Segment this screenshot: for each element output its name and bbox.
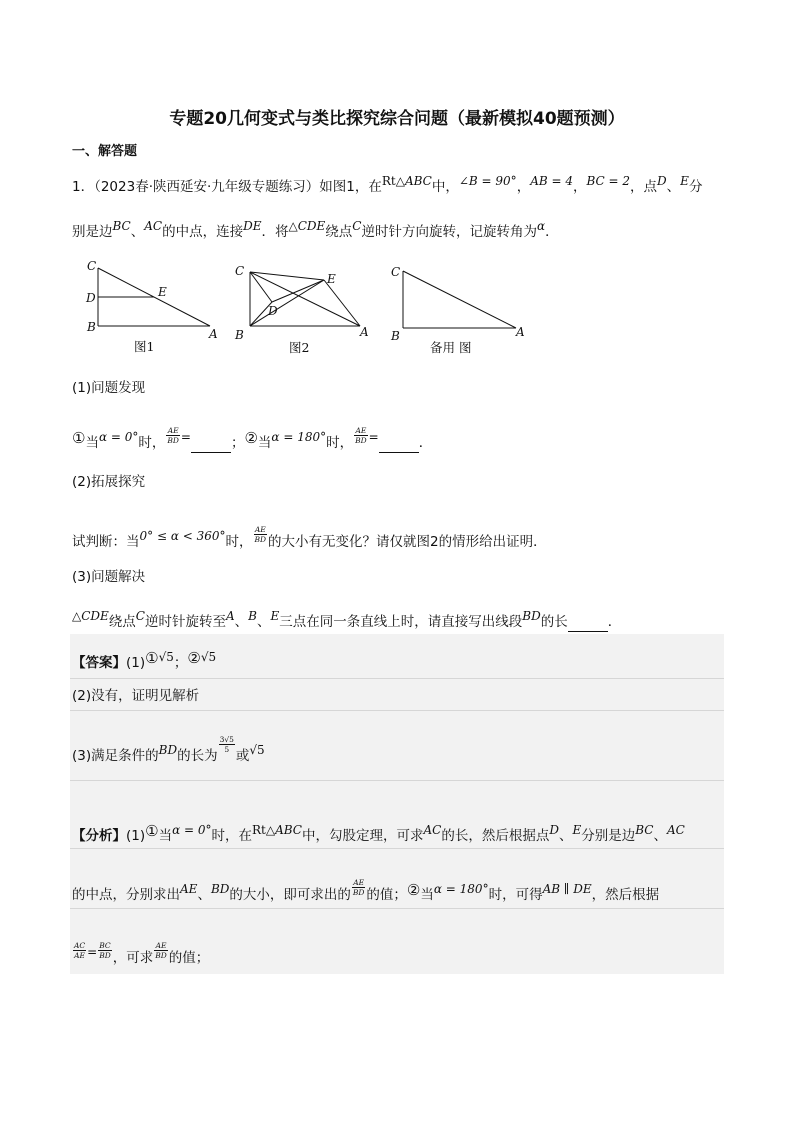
answer-blank-3[interactable] [568, 617, 608, 632]
text: 的值； [366, 887, 407, 903]
point-e: E [680, 174, 689, 188]
text: 当 [85, 435, 99, 451]
sep: ； [173, 655, 188, 671]
equals: = [368, 430, 379, 444]
figure-1 [98, 268, 210, 326]
circle-1: ① [145, 822, 159, 840]
divider [70, 678, 724, 679]
rt-label: Rt [252, 823, 266, 837]
text: ，然后根据 [591, 887, 660, 903]
alpha-zero: α = 0° [172, 823, 212, 837]
text: 的长，然后根据点 [441, 828, 550, 844]
answer-blank-2[interactable] [379, 438, 419, 453]
point-c: C [135, 609, 145, 623]
fig1-label-b: B [87, 320, 96, 334]
text: 时，可得 [488, 887, 543, 903]
text: 当 [420, 887, 434, 903]
divider [70, 908, 724, 909]
text: 时， [138, 435, 166, 451]
alpha-180: α = 180° [271, 430, 327, 444]
period: ． [607, 614, 622, 630]
numerator: AE [355, 425, 367, 435]
text: 的大小，即可求出的 [229, 887, 351, 903]
fig1-label-c: C [87, 259, 97, 273]
answer-line-1 [72, 649, 217, 673]
divider [70, 780, 724, 781]
answer-line-3 [72, 734, 265, 766]
numerator: AE [167, 425, 179, 435]
part1-heading: (1)问题发现 [72, 380, 146, 396]
fig1-label-d: D [86, 291, 96, 305]
problem-intro: 1．（2023春·陕西延安·九年级专题练习）如图1，在 [72, 179, 382, 195]
comma: ， [573, 179, 587, 195]
triangle-abc: △ABC [395, 174, 432, 188]
side-bc: BC [112, 219, 131, 233]
fig1-label-a: A [209, 327, 218, 341]
point-e: E [572, 823, 582, 837]
segment-bd: BD [158, 743, 178, 757]
section-heading: 一、解答题 [72, 144, 138, 159]
analysis-label: 【分析】 [72, 828, 126, 844]
answer-blank-1[interactable] [191, 438, 231, 453]
period: ． [545, 224, 559, 240]
numerator: AC [74, 940, 86, 950]
text: 时， [225, 534, 253, 550]
part1-line [72, 425, 433, 453]
text-dian: ，点 [630, 179, 658, 195]
alpha-180: α = 180° [433, 882, 489, 896]
denominator: BD [352, 887, 365, 897]
alpha: α [536, 219, 546, 233]
text: 时，在 [211, 828, 252, 844]
triangle-abc: △ABC [265, 823, 302, 837]
denominator: BD [155, 950, 167, 960]
circle-1: ① [145, 649, 159, 667]
fig2-segment-ce [250, 272, 324, 280]
denominator: BD [355, 435, 367, 445]
fig2-label-c: C [235, 264, 245, 278]
fig2-segment-ea [324, 280, 360, 326]
text: 别是边 [72, 224, 113, 240]
point-b: B [248, 609, 257, 623]
dun: 、 [130, 224, 145, 240]
text: 分别是边 [581, 828, 636, 844]
fig2-side-ca [250, 272, 360, 326]
text: (1) [126, 828, 146, 844]
dun: 、 [558, 828, 573, 844]
text: (3)满足条件的 [72, 748, 159, 764]
numerator: AE [254, 524, 266, 534]
dun: 、 [256, 614, 271, 630]
segment-bd: BD [522, 609, 541, 623]
numerator: AE [353, 877, 365, 887]
denominator: BD [254, 534, 267, 544]
text: 的长 [540, 614, 568, 630]
text: 当 [257, 435, 272, 451]
answer-label: 【答案】 [72, 655, 126, 671]
fig3-label-b: B [391, 329, 400, 343]
fig3-side-ca [403, 271, 516, 328]
text: 绕点 [325, 224, 353, 240]
fig2-label-e: E [327, 272, 336, 286]
fraction-ae-bd [254, 525, 268, 544]
fig3-label-c: C [391, 265, 401, 279]
fig3-label-a: A [516, 325, 525, 339]
numerator: 3√5 [219, 734, 234, 744]
fig2-segment-cd [250, 272, 272, 302]
side-bc: BC [635, 823, 654, 837]
dun: 、 [234, 614, 249, 630]
alpha-range: 0° ≤ α < 360° [139, 529, 226, 543]
text: 或 [235, 748, 250, 764]
period: ． [418, 435, 433, 451]
equals: = [180, 430, 191, 444]
part3-line [72, 609, 622, 632]
text: 的中点，连接 [162, 224, 244, 240]
angle-b: ∠B = 90° [458, 174, 517, 188]
text: 时， [326, 435, 354, 451]
fraction-ae-bd [154, 941, 168, 960]
equals: = [87, 945, 98, 959]
point-e: E [270, 609, 280, 623]
side-ac: AC [144, 219, 163, 233]
fig3-caption: 备用 图 [430, 340, 472, 355]
fig1-caption: 图1 [134, 339, 155, 354]
fig2-label-b: B [235, 328, 244, 342]
circle-2: ② [244, 429, 258, 447]
text: 中，勾股定理，可求 [301, 828, 424, 844]
figure-2 [250, 272, 360, 326]
point-d: D [549, 823, 559, 837]
text: 的值； [168, 950, 210, 966]
fig2-label-d: D [268, 304, 278, 318]
text-zhong: 中， [431, 179, 459, 195]
numerator: AE [155, 940, 167, 950]
numerator: BC [99, 940, 111, 950]
text: ，可求 [112, 950, 154, 966]
dun: 、 [666, 179, 681, 195]
point-a: A [225, 609, 235, 623]
circle-1: ① [72, 429, 86, 447]
side-ac: AC [666, 823, 685, 837]
analysis-line-2 [72, 877, 660, 905]
text: 当 [158, 828, 173, 844]
point-d: D [657, 174, 667, 188]
answer-value-2: √5 [200, 650, 217, 664]
fraction-ae-bd [354, 426, 368, 445]
fraction-bc-bd [98, 941, 112, 960]
fraction-ae-bd [352, 878, 366, 897]
comma: ， [516, 179, 531, 195]
problem-line-1 [72, 174, 703, 197]
answer-line-2: (2)没有，证明见解析 [72, 688, 200, 704]
text: 的大小有无变化？请仅就图2的情形给出证明． [268, 534, 547, 550]
text: 逆时针旋转至 [144, 614, 226, 630]
part2-heading: (2)拓展探究 [72, 474, 146, 490]
text: 的中点，分别求出 [72, 887, 180, 903]
figure-3 [403, 271, 516, 328]
side-ac: AC [423, 823, 442, 837]
triangle-cde: △CDE [288, 219, 326, 233]
fraction-ac-ae [73, 941, 86, 960]
fig2-caption: 图2 [289, 340, 310, 355]
circle-2: ② [187, 649, 201, 667]
fraction-3root5-over-5 [219, 735, 235, 754]
text: ．将 [261, 224, 289, 240]
figures [70, 252, 550, 364]
document-title: 专题20几何变式与类比探究综合问题（最新模拟40题预测） [169, 109, 625, 129]
segment-ae: AE [180, 882, 198, 896]
sep: ； [230, 435, 245, 451]
denominator: BD [99, 950, 111, 960]
problem-line-2 [72, 219, 559, 242]
text: 的长为 [177, 748, 218, 764]
fig2-label-a: A [360, 325, 369, 339]
analysis-line-3 [72, 940, 210, 968]
fig1-label-e: E [158, 285, 167, 299]
segment-de: DE [243, 219, 262, 233]
answer-value-3: √5 [249, 743, 265, 757]
divider [70, 848, 724, 849]
part3-heading: (3)问题解决 [72, 569, 146, 585]
alpha-zero: α = 0° [98, 430, 139, 444]
bc-length: BC = 2 [586, 174, 631, 188]
ab-parallel-de: AB ∥ DE [542, 882, 592, 896]
text-fen: 分 [688, 179, 703, 195]
text: 三点在同一条直线上时，请直接写出线段 [279, 614, 523, 630]
fraction-ae-bd [166, 426, 180, 445]
answer-value-1: √5 [158, 650, 174, 664]
triangle-cde: △CDE [72, 609, 109, 623]
circle-2: ② [406, 881, 421, 899]
dun: 、 [197, 887, 211, 903]
text: (1) [126, 655, 146, 671]
segment-bd: BD [210, 882, 230, 896]
point-c: C [352, 219, 362, 233]
text: 逆时针方向旋转，记旋转角为 [361, 224, 537, 240]
fig2-segment-de [272, 280, 324, 302]
dun: 、 [653, 828, 667, 844]
denominator: AE [74, 950, 86, 960]
text: 试判断：当 [72, 534, 140, 550]
divider [70, 710, 724, 711]
answer-panel [70, 634, 724, 974]
rt-label: Rt [381, 174, 396, 188]
denominator: 5 [224, 744, 230, 754]
denominator: BD [167, 435, 179, 445]
ab-length: AB = 4 [530, 174, 573, 188]
part2-line [72, 524, 547, 552]
text: 绕点 [108, 614, 136, 630]
analysis-line-1 [72, 822, 685, 846]
